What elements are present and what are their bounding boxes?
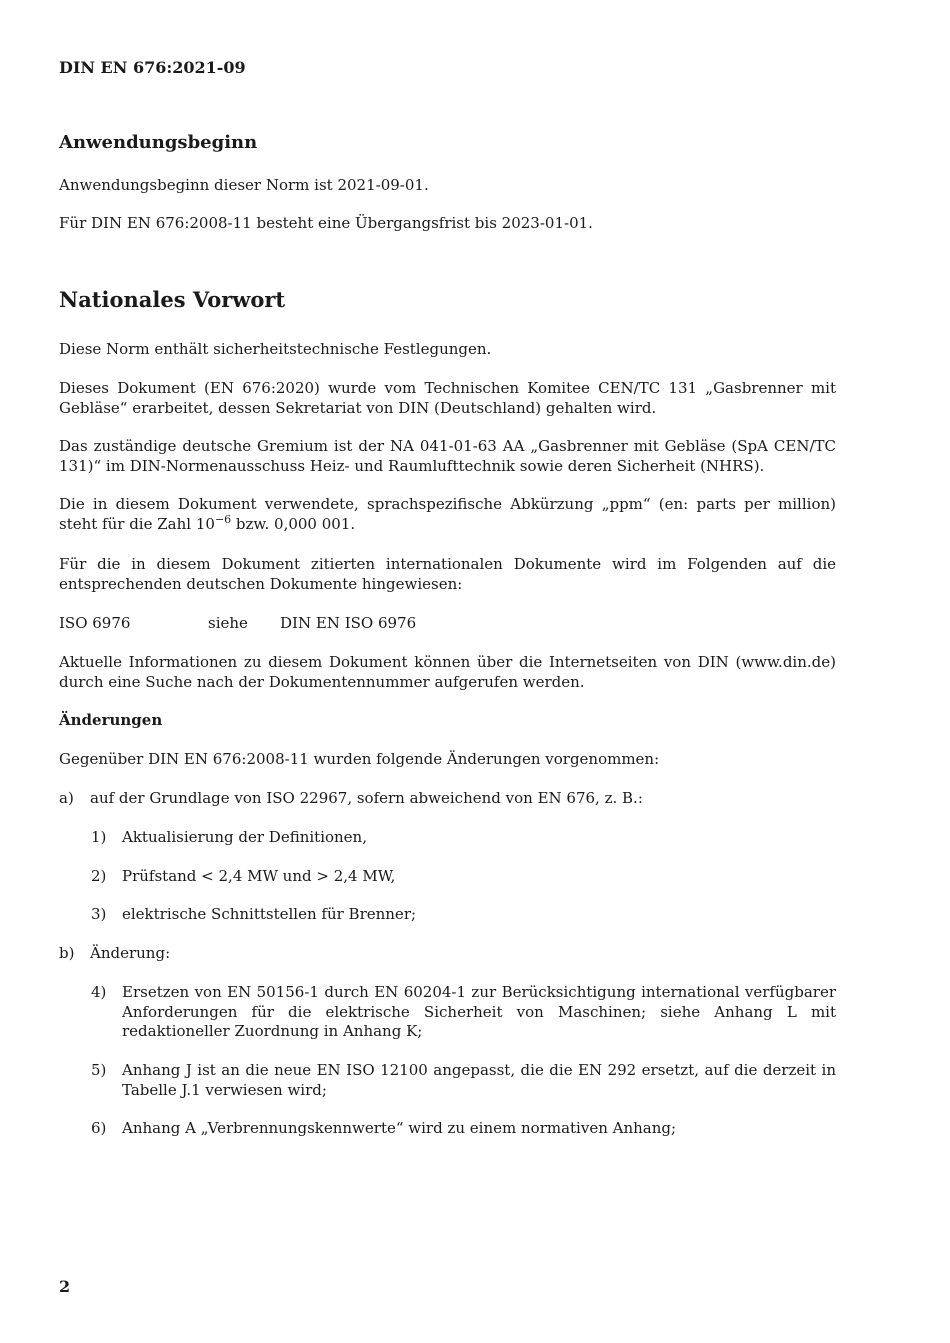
list-text: elektrische Schnittstellen für Brenner; bbox=[122, 905, 417, 923]
reference-see: siehe bbox=[208, 614, 248, 632]
list-label: 2) bbox=[91, 867, 107, 885]
reference-international: ISO 6976 bbox=[59, 614, 131, 632]
list-item bbox=[91, 983, 836, 1043]
paragraph: Für DIN EN 676:2008-11 besteht eine Übergangsfrist bis 2023-01-01. bbox=[59, 214, 593, 232]
list-text: Anhang J ist an die neue EN ISO 12100 angepasst, die die EN 292 ersetzt, auf die derzeit in Tabelle J.1 verwiesen wird; bbox=[122, 1061, 836, 1099]
list-item bbox=[91, 828, 836, 848]
paragraph: Aktuelle Informationen zu diesem Dokument können über die Internetseiten von DIN (www.din.de) durch eine Suche nach der Dokumentennummer aufgerufen werden. bbox=[59, 653, 836, 691]
list-label: b) bbox=[59, 944, 75, 962]
paragraph: Gegenüber DIN EN 676:2008-11 wurden folgende Änderungen vorgenommen: bbox=[59, 750, 660, 768]
paragraph-ppm bbox=[59, 495, 836, 534]
list-item bbox=[91, 1061, 836, 1101]
list-text: Ersetzen von EN 50156-1 durch EN 60204-1 zur Berücksichtigung international verfügbarer Anforderungen für die elektrische Sicherheit von Maschinen; siehe Anhang L mit redaktioneller Zuordnung in Anhang K; bbox=[122, 983, 836, 1040]
section-heading-foreword: Nationales Vorwort bbox=[59, 287, 286, 312]
paragraph: Diese Norm enthält sicherheitstechnische Festlegungen. bbox=[59, 340, 492, 358]
list-text: Aktualisierung der Definitionen, bbox=[122, 828, 367, 846]
paragraph: Dieses Dokument (EN 676:2020) wurde vom Technischen Komitee CEN/TC 131 „Gasbrenner mit Gebläse“ erarbeitet, dessen Sekretariat von DIN (Deutschland) gehalten wird. bbox=[59, 379, 836, 417]
list-item bbox=[59, 944, 836, 964]
list-label: 4) bbox=[91, 983, 107, 1001]
running-header: DIN EN 676:2021-09 bbox=[59, 58, 246, 77]
text: Die in diesem Dokument verwendete, sprachspezifische Abkürzung „ppm“ (en: parts per million) steht für die Zahl 10 bbox=[59, 495, 836, 533]
list-text: Anhang A „Verbrennungskennwerte“ wird zu einem normativen Anhang; bbox=[122, 1119, 677, 1137]
list-text: Prüfstand < 2,4 MW und > 2,4 MW, bbox=[122, 867, 396, 885]
list-text: auf der Grundlage von ISO 22967, sofern abweichend von EN 676, z. B.: bbox=[90, 789, 643, 807]
paragraph: Das zuständige deutsche Gremium ist der NA 041-01-63 AA „Gasbrenner mit Gebläse (SpA CEN/TC 131)“ im DIN-Normenausschuss Heiz- und Raumlufttechnik sowie deren Sicherheit (NHRS). bbox=[59, 437, 836, 475]
list-item bbox=[91, 1119, 836, 1139]
paragraph: Für die in diesem Dokument zitierten internationalen Dokumente wird im Folgenden auf die entsprechenden deutschen Dokumente hingewiesen: bbox=[59, 555, 836, 593]
page-number: 2 bbox=[59, 1277, 71, 1296]
list-label: 1) bbox=[91, 828, 107, 846]
list-label: 3) bbox=[91, 905, 107, 923]
list-item bbox=[91, 867, 836, 887]
section-heading-start: Anwendungsbeginn bbox=[59, 132, 258, 153]
exponent: −6 bbox=[214, 512, 232, 526]
reference-national: DIN EN ISO 6976 bbox=[280, 614, 417, 632]
list-item bbox=[59, 789, 836, 809]
list-label: 5) bbox=[91, 1061, 107, 1079]
text: bzw. 0,000 001. bbox=[231, 514, 356, 533]
list-item bbox=[91, 905, 836, 925]
list-label: a) bbox=[59, 789, 74, 807]
reference-row bbox=[59, 614, 836, 634]
list-label: 6) bbox=[91, 1119, 107, 1137]
subheading-changes: Änderungen bbox=[59, 711, 163, 729]
list-text: Änderung: bbox=[90, 944, 171, 962]
paragraph: Anwendungsbeginn dieser Norm ist 2021-09-01. bbox=[59, 176, 429, 194]
